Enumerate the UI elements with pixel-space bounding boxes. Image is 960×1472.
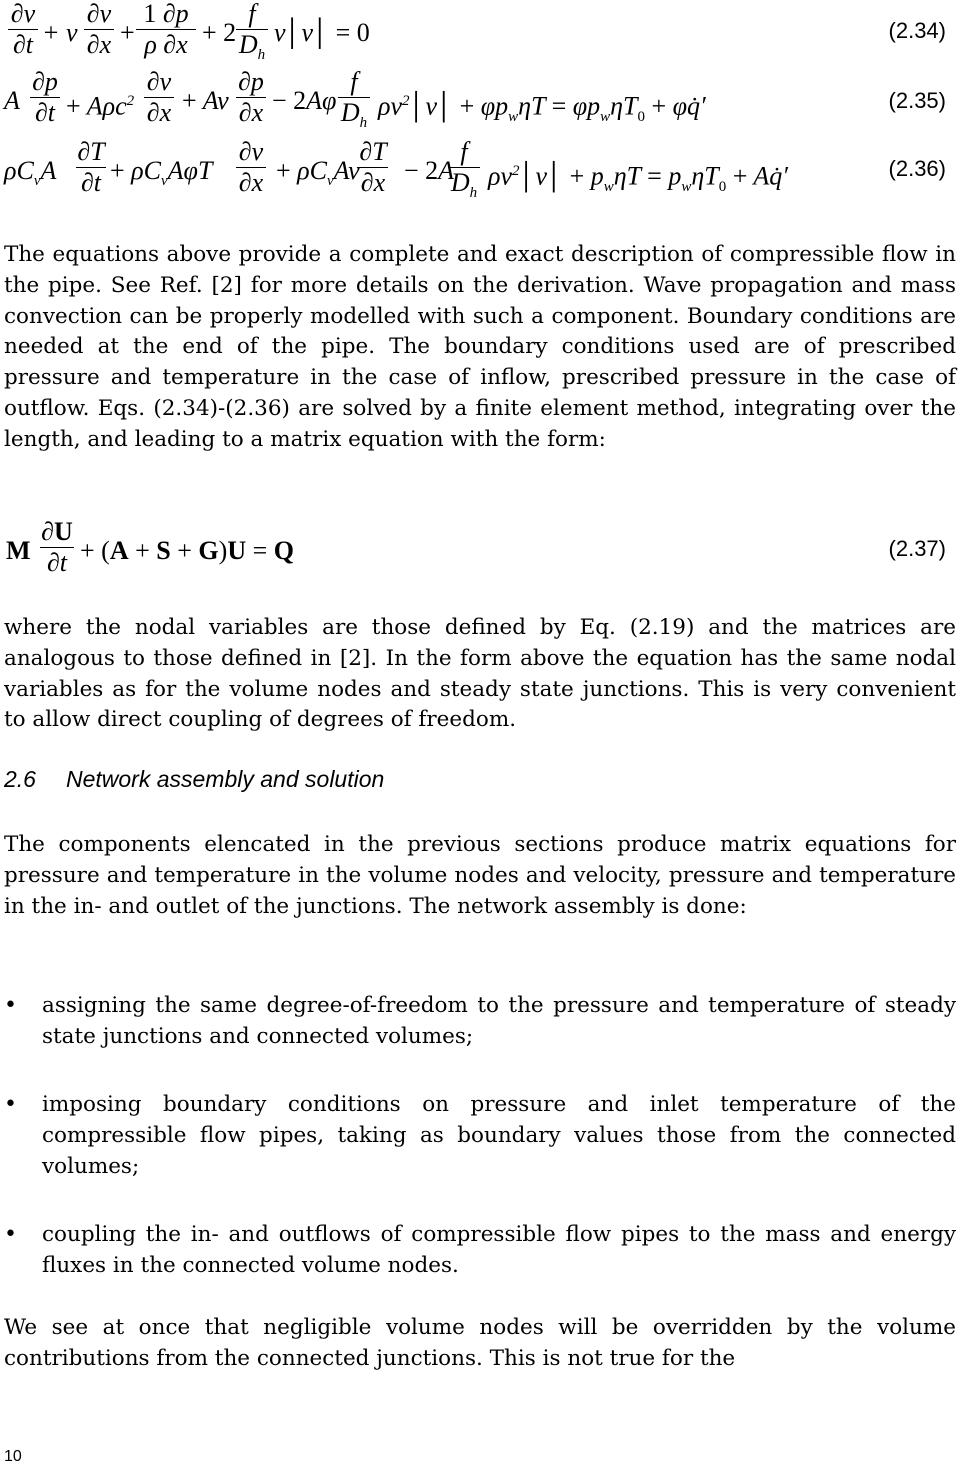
term: + v (42, 18, 78, 47)
fraction: 1 ∂p ρ ∂x (136, 0, 196, 59)
equation-2-34 (4, 0, 956, 68)
section-number: 2.6 (4, 766, 36, 792)
section-title: Network assembly and solution (65, 766, 385, 792)
term: v│v│ = 0 (274, 18, 370, 47)
fraction: ∂p ∂t (30, 68, 60, 127)
fraction: ∂p ∂x (236, 68, 266, 127)
equation-2-35 (4, 64, 956, 144)
fraction: ∂v ∂x (144, 68, 174, 127)
equation-number: (2.34) (888, 18, 946, 43)
fraction: ∂T ∂t (77, 137, 105, 197)
term: + Aρc$^2$ (66, 91, 135, 121)
term: $\rho v^2│v│ + p_w\eta T = p_w\eta T_0$ + Aq̇′ (488, 161, 788, 195)
fraction: ∂v ∂x (236, 138, 266, 197)
paragraph: The components elencated in the previous sections produce matrix equations for pressure and temperature in the volume nodes and velocity, pressure and temperature in the in- and outlet of the junctions. The network assembly is done: (4, 832, 956, 919)
paragraph: We see at once that negligible volume nodes will be overridden by the volume contributions from the connected junctions. This is not true for the (4, 1315, 956, 1371)
term: $\rho C_vA$ (4, 156, 57, 190)
section-heading (4, 764, 384, 794)
term: + (A + S + G)U = Q (80, 536, 295, 565)
paragraph: The equations above provide a complete and exact description of compressible flow in the pipe. See Ref. [2] for more details on the derivation. Wave propagation and mass convection can be properly modelled with such a component. Boundary conditions are needed at the end of the pipe. The boundary conditions used are of prescribed pressure and temperature in the case of inflow, prescribed pressure in the case of outflow. Eqs. (2.34)-(2.36) are solved by a finite element method, integrating over the length, and leading to a matrix equation with the form: (4, 242, 956, 452)
term: $\rho v^2│v│ + \varphi p_w\eta T = \varphi p_w\eta T_0$ + φq̇′ (378, 91, 706, 125)
term: − 2A (404, 156, 455, 185)
bullet-marker: • (4, 993, 17, 1018)
fraction: f $D_h$ (236, 0, 268, 69)
fraction: f $D_h$ (448, 138, 480, 207)
term: + $\rho C_vA\varphi T$ (110, 156, 213, 190)
list-item: imposing boundary conditions on pressure and inlet temperature of the compressible flow pipes, taking as boundary values those from the connected volumes; (42, 1092, 956, 1179)
fraction: ∂v ∂x (84, 0, 114, 59)
bullet-marker: • (4, 1222, 17, 1247)
term: M (6, 536, 31, 565)
fraction: ∂v ∂t (8, 0, 38, 59)
list-item: assigning the same degree-of-freedom to the pressure and temperature of steady state junctions and connected volumes; (42, 993, 956, 1049)
term: A (4, 86, 20, 115)
term: + (120, 18, 135, 47)
equation-number: (2.35) (888, 88, 946, 113)
equation-2-36 (4, 134, 956, 214)
page-number: 10 (4, 1448, 22, 1465)
fraction: ∂T ∂x (359, 137, 387, 197)
fraction: f $D_h$ (338, 68, 370, 137)
equation-number: (2.37) (888, 536, 946, 561)
bullet-marker: • (4, 1092, 17, 1117)
fraction: ∂U ∂t (41, 517, 73, 577)
term: + Av (182, 86, 229, 115)
term: + 2 (202, 18, 237, 47)
equation-number: (2.36) (888, 156, 946, 181)
list-item: coupling the in- and outflows of compressible flow pipes to the mass and energy fluxes in the connected volume nodes. (42, 1222, 956, 1278)
equation-2-37 (4, 516, 956, 592)
term: + $\rho C_vAv$ (276, 156, 360, 190)
paragraph: where the nodal variables are those defined by Eq. (2.19) and the matrices are analogous to those defined in [2]. In the form above the equation has the same nodal variables as for the volume nodes and steady state junctions. This is very convenient to allow direct coupling of degrees of freedom. (4, 615, 956, 733)
term: − 2Aφ (272, 86, 337, 115)
